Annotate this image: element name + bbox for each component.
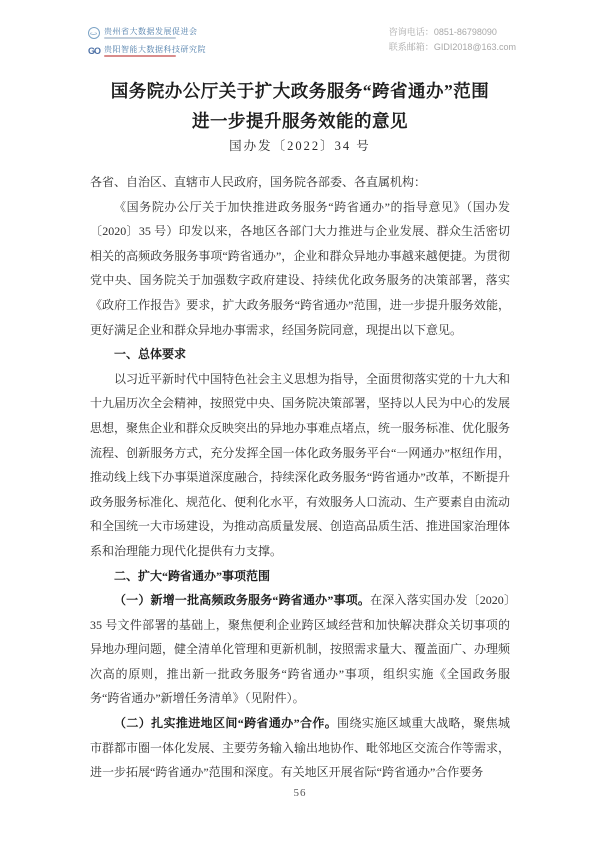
association-subtitle-bar <box>104 37 176 39</box>
email-label: 联系邮箱： <box>388 42 434 52</box>
institute-name: 贵阳智能大数据科技研究院 <box>104 44 206 54</box>
paragraph-general-requirements: 以习近平新时代中国特色社会主义思想为指导，全面贯彻落实党的十九大和十九届历次全会精神，按照党中央、国务院决策部署，坚持以人民为中心的发展思想，聚焦企业和群众反映突出的异地办事难点堵点，统一服务标准、优化服务流程、创新服务方式，充分发挥全国一体化政务服务平台“一网通办”枢纽作用，推动线上线下办事渠道深度融合，持续深化政务服务“跨省通办”改革，不断提升政务服务标准化、规范化、便利化水平，有效服务人口流动、生产要素自由流动和全国统一大市场建设，为推动高质量发展、创造高品质生活、推进国家治理体系和治理能力现代化提供有力支撑。 <box>90 371 511 558</box>
association-name: 贵州省大数据发展促进会 <box>104 26 198 36</box>
globe-icon <box>88 27 100 39</box>
section-heading-2: 二、扩大“跨省通办”事项范围 <box>114 568 271 583</box>
paragraph-item-1-lead: （一）新增一批高频政务服务“跨省通办”事项。 <box>114 593 371 608</box>
contact-phone-line <box>389 25 516 40</box>
logo-institute <box>88 43 206 58</box>
contact-info <box>389 25 516 55</box>
email-address: GIDI2018@163.com <box>433 42 516 52</box>
page-header <box>88 25 516 58</box>
salutation-line: 各省、自治区、直辖市人民政府，国务院各部委、各直属机构： <box>90 175 427 189</box>
page-number: 56 <box>293 787 307 799</box>
phone-label: 咨询电话： <box>388 27 434 37</box>
section-heading-1: 一、总体要求 <box>114 347 187 362</box>
paragraph-item-2-lead: （二）扎实推进地区间“跨省通办”合作。 <box>114 716 338 731</box>
logo-block <box>88 25 206 58</box>
go-monogram-icon: GO <box>88 45 101 56</box>
document-title <box>0 76 600 136</box>
paragraph-item-2: （二）扎实推进地区间“跨省通办”合作。围绕实施区域重大战略，聚焦城市群都市圈一体化发展、主要劳务输入输出地协作、毗邻地区交流合作等需求，进一步拓展“跨省通办”范围和深度。有关地区开展省际“跨省通办”合作要务 <box>90 716 511 780</box>
phone-number: 0851-86798090 <box>433 27 497 37</box>
title-line-1: 国务院办公厅关于扩大政务服务“跨省通办”范围 <box>110 81 490 101</box>
title-line-2: 进一步提升服务效能的意见 <box>192 111 408 131</box>
logo-association <box>88 25 206 40</box>
contact-email-line <box>389 40 516 55</box>
document-body <box>90 170 510 785</box>
paragraph-item-1: （一）新增一批高频政务服务“跨省通办”事项。在深入落实国办发〔2020〕35 号文件部署的基础上，聚焦便利企业跨区域经营和加快解决群众关切事项的异地办理问题，健全清单化管理和更新机制，按照需求量大、覆盖面广、办理频次高的原则，推出新一批政务服务“跨省通办”事项，组织实施《全国政务服务“跨省通办”新增任务清单》（见附件）。 <box>90 593 511 706</box>
paragraph-intro: 《国务院办公厅关于加快推进政务服务“跨省通办”的指导意见》（国办发〔2020〕35 号）印发以来，各地区各部门大力推进与企业发展、群众生活密切相关的高频政务服务事项“跨省通办”，企业和群众异地办事越来越便捷。为贯彻党中央、国务院关于加强数字政府建设、持续优化政务服务的决策部署，落实《政府工作报告》要求，扩大政务服务“跨省通办”范围，进一步提升服务效能，更好满足企业和群众异地办事需求，经国务院同意，现提出以下意见。 <box>90 199 510 337</box>
document-number: 国办发〔2022〕34 号 <box>229 139 371 153</box>
institute-subtitle-bar <box>104 55 176 57</box>
